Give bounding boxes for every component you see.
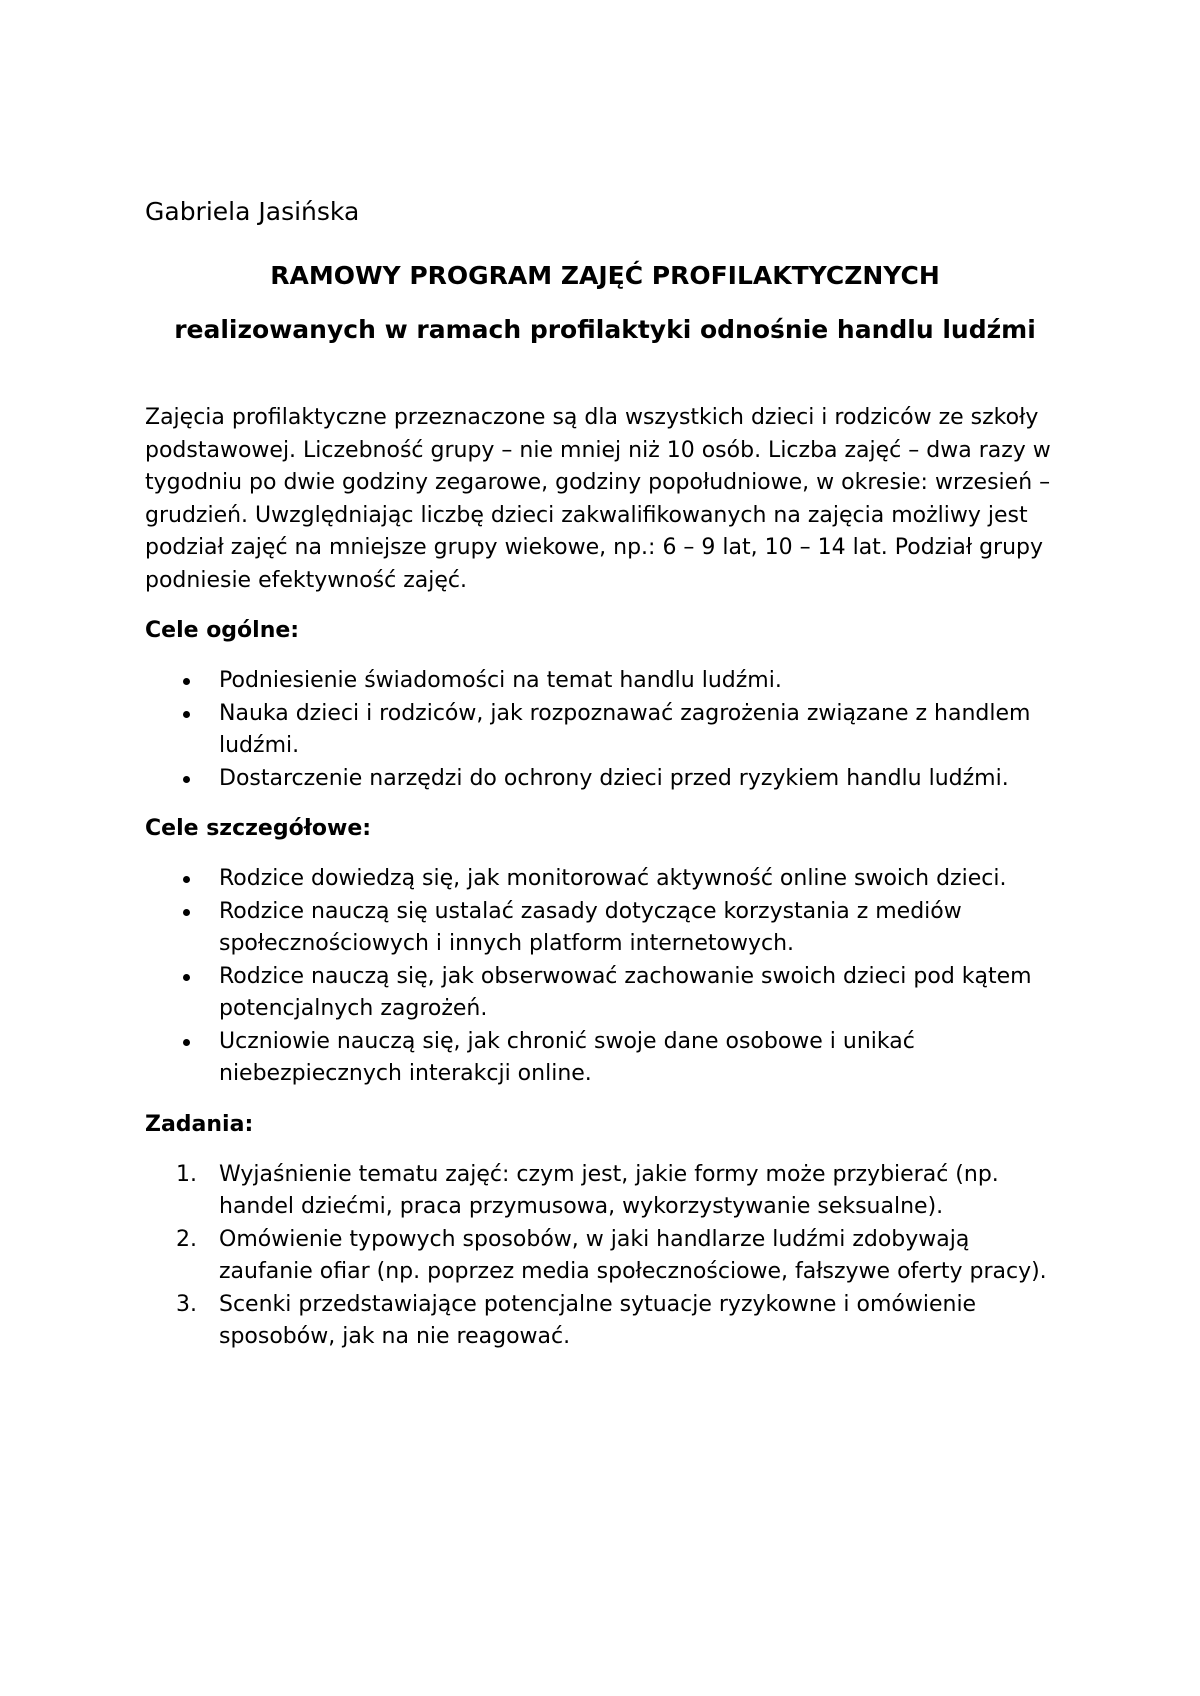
general-goals-list: [145, 665, 1065, 795]
bullet-icon: [183, 1039, 190, 1046]
intro-paragraph: Zajęcia profilaktyczne przeznaczone są dla wszystkich dzieci i rodziców ze szkoły podstawowej. Liczebność grupy – nie mniej niż 10 osób. Liczba zajęć – dwa razy w tygodniu po dwie godziny zegarowe, godziny popołudniowe, w okresie: wrzesień – grudzień. Uwzględniając liczbę dzieci zakwalifikowanych na zajęcia możliwy jest podział zajęć na mniejsze grupy wiekowe, np.: 6 – 9 lat, 10 – 14 lat. Podział grupy podniesie efektywność zajęć.: [145, 405, 1051, 593]
tasks-list: [145, 1159, 1065, 1354]
list-item-text: Nauka dzieci i rodziców, jak rozpoznawać zagrożenia związane z handlem ludźmi.: [219, 700, 1031, 758]
document-title: RAMOWY PROGRAM ZAJĘĆ PROFILAKTYCZNYCH: [270, 261, 940, 290]
list-number: 2.: [176, 1226, 197, 1252]
list-item: [145, 1026, 1065, 1091]
list-item: [145, 961, 1065, 1026]
list-item-text: Scenki przedstawiające potencjalne sytuacje ryzykowne i omówienie sposobów, jak na nie reagować.: [219, 1291, 977, 1349]
list-item-text: Uczniowie nauczą się, jak chronić swoje dane osobowe i unikać niebezpiecznych interakcji online.: [219, 1028, 915, 1086]
list-item: [145, 863, 1065, 896]
bullet-icon: [183, 909, 190, 916]
list-item: [145, 665, 1065, 698]
tasks-heading: Zadania:: [145, 1111, 254, 1137]
list-item-text: Podniesienie świadomości na temat handlu ludźmi.: [219, 668, 782, 693]
specific-goals-list: [145, 863, 1065, 1091]
list-item-text: Omówienie typowych sposobów, w jaki handlarze ludźmi zdobywają zaufanie ofiar (np. poprzez media społecznościowe, fałszywe oferty pracy).: [219, 1226, 1047, 1284]
bullet-icon: [183, 776, 190, 783]
author-name: Gabriela Jasińska: [145, 197, 360, 226]
list-number: 1.: [176, 1161, 197, 1187]
document-page: [145, 192, 1065, 1354]
bullet-icon: [183, 876, 190, 883]
list-item: [145, 896, 1065, 961]
bullet-icon: [183, 711, 190, 718]
general-goals-heading: Cele ogólne:: [145, 618, 300, 643]
list-item-text: Wyjaśnienie tematu zajęć: czym jest, jakie formy może przybierać (np. handel dziećmi, praca przymusowa, wykorzystywanie seksualne).: [219, 1161, 999, 1219]
list-item: [145, 698, 1065, 763]
list-item-text: Rodzice nauczą się ustalać zasady dotyczące korzystania z mediów społecznościowych i innych platform internetowych.: [219, 898, 962, 956]
list-item: [145, 1289, 1065, 1354]
specific-goals-heading: Cele szczegółowe:: [145, 816, 372, 841]
document-subtitle: realizowanych w ramach profilaktyki odnośnie handlu ludźmi: [174, 315, 1036, 344]
list-item-text: Dostarczenie narzędzi do ochrony dzieci przed ryzykiem handlu ludźmi.: [219, 765, 1009, 791]
bullet-icon: [183, 678, 190, 685]
list-item-text: Rodzice dowiedzą się, jak monitorować aktywność online swoich dzieci.: [219, 866, 1007, 891]
list-item: [145, 1159, 1065, 1224]
bullet-icon: [183, 974, 190, 981]
list-item: [145, 763, 1065, 796]
list-item: [145, 1224, 1065, 1289]
list-item-text: Rodzice nauczą się, jak obserwować zachowanie swoich dzieci pod kątem potencjalnych zagrożeń.: [219, 963, 1032, 1021]
list-number: 3.: [176, 1291, 197, 1317]
